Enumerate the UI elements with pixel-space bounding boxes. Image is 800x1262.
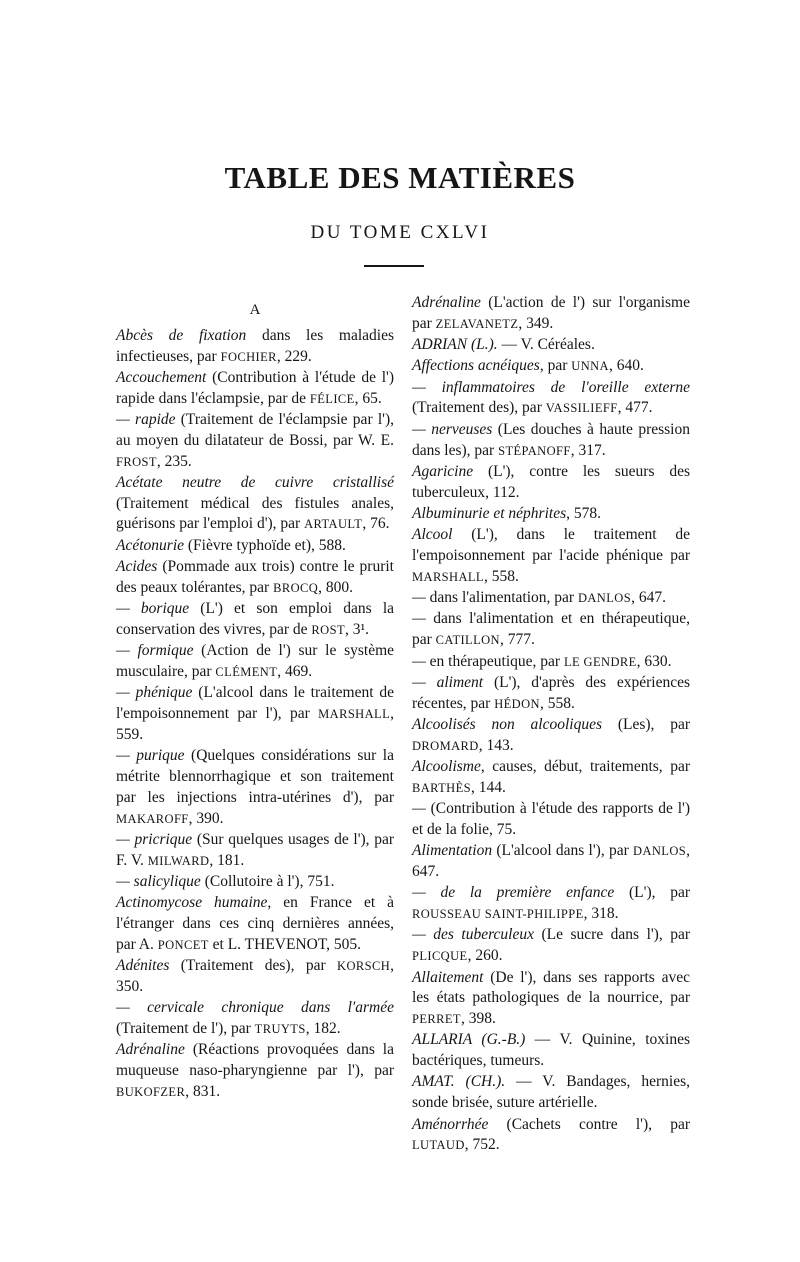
- entry-text: (Traitement des), par: [169, 957, 338, 975]
- entry-page-ref: , 469.: [277, 663, 313, 681]
- entry-term: — salicylique: [116, 873, 201, 891]
- entry-text: dans les maladies infectieuses, par: [116, 326, 394, 365]
- entry-term: Actinomycose humaine: [116, 894, 268, 912]
- entry-page-ref: , 260.: [467, 947, 503, 965]
- entry-text: (L'alcool dans l'), par: [492, 842, 634, 860]
- entry-page-ref: , 317.: [570, 441, 606, 459]
- index-entry: [116, 746, 394, 829]
- entry-author: MAKAROFF: [116, 811, 189, 826]
- entry-term: Alcool: [412, 526, 453, 544]
- entry-text: (L'action de l') sur l'organisme par: [412, 294, 690, 332]
- entry-term: —: [412, 610, 426, 628]
- entry-page-ref: , 235.: [156, 452, 192, 470]
- index-entry: [116, 326, 394, 368]
- entry-term: Adénites: [116, 957, 170, 975]
- entry-author: ARTAULT: [304, 517, 363, 532]
- entry-term: — rapide: [116, 410, 176, 428]
- entry-page-ref: , 182.: [305, 1020, 341, 1038]
- entry-page-ref: et L. THEVENOT, 505.: [208, 935, 362, 953]
- entry-term: — borique: [116, 600, 190, 618]
- index-entry: [412, 1072, 690, 1114]
- index-entry: [116, 683, 394, 745]
- entry-term: — formique: [116, 642, 194, 660]
- entry-term: ALLARIA (G.-B.): [412, 1031, 526, 1049]
- index-entry: [412, 1030, 690, 1072]
- entry-term: —: [412, 652, 426, 670]
- index-entry: [412, 504, 690, 525]
- entry-page-ref: , 181.: [209, 851, 245, 869]
- entry-author: DROMARD: [412, 738, 479, 753]
- entry-author: CATILLON: [435, 633, 500, 648]
- entry-term: Acétonurie: [116, 536, 185, 554]
- entry-text: , par: [539, 357, 572, 375]
- entry-text: dans l'alimentation, par: [425, 589, 578, 607]
- entry-term: — inflammatoires de l'oreille externe: [412, 378, 690, 396]
- index-entry: [116, 830, 394, 872]
- entry-author: PERRET: [412, 1012, 461, 1027]
- entry-author: DANLOS: [633, 844, 687, 859]
- page-title: TABLE DES MATIÈRES: [224, 160, 576, 195]
- entry-term: — pricrique: [116, 830, 193, 848]
- index-entry: [412, 588, 690, 609]
- entry-page-ref: , 3¹.: [344, 620, 370, 638]
- entry-author: FÉLICE: [309, 391, 355, 406]
- index-entry: [116, 557, 394, 599]
- entry-term: —: [412, 800, 426, 818]
- volume-subtitle: DU TOME CXLVI: [310, 222, 490, 243]
- entry-author: ROST: [311, 622, 345, 637]
- index-entry: [412, 968, 690, 1030]
- entry-text: — V. Céréales.: [497, 336, 595, 354]
- entry-page-ref: , 143.: [478, 736, 514, 754]
- entry-text: (L'alcool dans le traitement de l'empoisonnement par l'), par: [116, 684, 394, 723]
- entry-text: (Fièvre typhoïde et), 588.: [184, 536, 346, 554]
- entry-text: (Contribution à l'étude de l') rapide dans l'éclampsie, par de: [116, 368, 394, 407]
- entry-text: (Le sucre dans l'), par: [534, 926, 690, 944]
- index-entry: [116, 956, 394, 998]
- entry-text: (Sur quelques usages de l'), par F. V.: [116, 830, 395, 869]
- entry-page-ref: , 831.: [185, 1082, 221, 1100]
- entry-text: (L'), par: [614, 884, 690, 902]
- entry-author: BARTHÈS: [412, 780, 472, 795]
- entry-author: FOCHIER: [220, 349, 277, 364]
- index-entry: [116, 893, 394, 955]
- index-entry: [116, 599, 394, 641]
- index-entry: [412, 378, 690, 420]
- index-entry: [116, 536, 394, 557]
- index-entry: [412, 525, 690, 587]
- entry-text: (L'), d'après des expériences récentes, par: [412, 673, 691, 712]
- entry-author: LUTAUD: [412, 1138, 465, 1153]
- entry-author: MARSHALL: [318, 707, 391, 722]
- entry-text: (Contribution à l'étude des rapports de l') et de la folie, 75.: [412, 800, 690, 838]
- entry-page-ref: , 640.: [608, 357, 644, 375]
- index-entry: [116, 410, 394, 472]
- entry-author: STÉPANOFF: [498, 443, 571, 458]
- entry-author: BUKOFZER: [116, 1084, 186, 1099]
- entry-text: — V. Quinine, toxines bactériques, tumeurs.: [412, 1031, 690, 1070]
- entry-author: ROUSSEAU SAINT-PHILIPPE: [412, 907, 584, 922]
- entry-text: (Cachets contre l'), par: [488, 1115, 690, 1133]
- entry-page-ref: , 647.: [412, 842, 690, 881]
- entry-text: (Traitement des), par: [412, 399, 546, 417]
- entry-term: AMAT. (CH.).: [412, 1073, 506, 1091]
- index-entry: [116, 1040, 394, 1102]
- index-entry: [116, 998, 394, 1040]
- entry-term: Acétate neutre de cuivre cristallisé: [116, 473, 394, 491]
- entry-term: — aliment: [412, 673, 484, 691]
- entry-page-ref: , 318.: [583, 905, 619, 923]
- entry-term: Aménorrhée: [412, 1115, 489, 1133]
- entry-text: (Traitement de l'éclampsie par l'), au moyen du dilatateur de Bossi, par W. E.: [116, 410, 394, 449]
- entry-page-ref: , 559.: [116, 705, 394, 743]
- entry-text: , en France et à l'étranger dans ces cinq dernières années, par A.: [116, 894, 394, 953]
- index-entry: [412, 335, 690, 356]
- entry-term: — phénique: [116, 684, 193, 702]
- index-entry: [412, 673, 690, 715]
- entry-text: (Pommade aux trois) contre le prurit des peaux tolérantes, par: [116, 558, 394, 596]
- index-entry: [412, 883, 690, 925]
- entry-term: Affections acnéiques: [412, 357, 540, 375]
- entry-text: (Traitement médical des fistules anales, guérisons par l'emploi d'), par: [116, 494, 394, 533]
- entry-author: LE GENDRE: [563, 654, 637, 669]
- entry-author: MARSHALL: [412, 569, 484, 584]
- entry-author: ZELAVANETZ: [435, 316, 519, 331]
- entry-term: —: [412, 589, 426, 607]
- entry-author: VASSILIEFF: [545, 401, 618, 416]
- entry-text: , 578.: [566, 504, 601, 522]
- entry-text: (L'), contre les sueurs des tuberculeux, 112.: [412, 462, 690, 501]
- entry-term: — cervicale chronique dans l'armée: [116, 999, 394, 1017]
- entry-text: (Réactions provoquées dans la muqueuse naso-pharyngienne par l'), par: [116, 1041, 394, 1080]
- entry-page-ref: , 800.: [318, 578, 354, 596]
- entry-page-ref: , 558.: [539, 694, 575, 712]
- entry-text: (Quelques considérations sur la métrite blennorrhagique et son traitement par les injections intra-utérines d'), par: [116, 747, 394, 806]
- entry-term: Agaricine: [412, 462, 474, 480]
- index-entry: [412, 799, 690, 841]
- index-entry: [116, 872, 394, 893]
- entry-author: CLÉMENT: [215, 665, 278, 680]
- entry-page-ref: , 630.: [636, 652, 672, 670]
- entry-author: FROST: [116, 454, 157, 469]
- entry-term: Alcoolisés non alcooliques: [412, 715, 603, 733]
- entry-list: [116, 326, 394, 1103]
- index-column-right: [412, 293, 690, 1157]
- index-entry: [412, 609, 690, 651]
- index-column-left: [116, 300, 394, 1103]
- entry-author: BROCQ: [273, 580, 319, 595]
- entry-page-ref: , 144.: [471, 778, 506, 796]
- entry-text: (De l'), dans ses rapports avec les états pathologiques de la nourrice, par: [412, 968, 690, 1007]
- entry-text: — V. Bandages, hernies, sonde brisée, suture artérielle.: [412, 1073, 690, 1112]
- title-divider: [364, 265, 424, 267]
- entry-page-ref: , 349.: [518, 314, 554, 332]
- index-entry: [412, 420, 690, 462]
- entry-author: PONCET: [157, 937, 209, 952]
- index-entry: [412, 652, 690, 673]
- entry-term: Accouchement: [116, 368, 207, 386]
- entry-term: Abcès de fixation: [116, 326, 247, 344]
- entry-page-ref: , 647.: [631, 589, 666, 607]
- entry-term: — purique: [116, 747, 185, 765]
- entry-page-ref: , 229.: [276, 347, 312, 365]
- entry-term: Adrénaline: [116, 1041, 185, 1059]
- entry-text: (Les douches à haute pression dans les), par: [412, 420, 690, 459]
- entry-text: , causes, début, traitements, par: [480, 758, 690, 776]
- entry-page-ref: , 65.: [354, 389, 382, 407]
- entry-term: Adrénaline: [412, 294, 481, 311]
- index-entry: [412, 293, 690, 335]
- entry-term: ADRIAN (L.).: [412, 336, 498, 354]
- entry-term: Acides: [116, 558, 158, 576]
- index-entry: [412, 841, 690, 883]
- entry-term: Alimentation: [412, 842, 493, 860]
- index-entry: [116, 641, 394, 683]
- index-entry: [412, 757, 690, 799]
- entry-page-ref: , 477.: [617, 399, 653, 417]
- entry-text: (L') et son emploi dans la conservation des vivres, par de: [116, 600, 395, 638]
- entry-text: (Action de l') sur le système musculaire, par: [116, 642, 395, 681]
- entry-text: en thérapeutique, par: [425, 652, 564, 670]
- index-entry: [412, 715, 690, 757]
- entry-text: (Collutoire à l'), 751.: [200, 873, 335, 891]
- entry-term: — des tuberculeux: [412, 926, 535, 944]
- entry-text: (Traitement de l'), par: [116, 1020, 255, 1038]
- entry-author: PLICQUE: [412, 949, 468, 964]
- index-entry: [116, 473, 394, 535]
- entry-page-ref: , 558.: [483, 567, 519, 585]
- entry-page-ref: , 752.: [464, 1136, 500, 1154]
- entry-author: KORSCH: [337, 959, 391, 974]
- entry-page-ref: , 398.: [460, 1010, 496, 1028]
- index-entry: [412, 462, 690, 504]
- section-letter: A: [249, 302, 261, 318]
- index-entry: [412, 356, 690, 377]
- entry-page-ref: , 350.: [116, 957, 394, 995]
- entry-author: TRUYTS: [254, 1022, 306, 1037]
- entry-author: MILWARD: [147, 853, 210, 868]
- index-entry: [412, 1115, 690, 1157]
- entry-list: [412, 293, 690, 1156]
- entry-author: HÉDON: [494, 696, 540, 711]
- entry-term: — nerveuses: [412, 420, 493, 438]
- entry-page-ref: , 76.: [362, 515, 390, 533]
- index-entry: [412, 925, 690, 967]
- entry-text: (L'), dans le traitement de l'empoisonnement par l'acide phénique par: [412, 526, 690, 565]
- index-entry: [116, 368, 394, 410]
- entry-term: Alcoolisme: [412, 758, 481, 776]
- entry-term: Albuminurie et néphrites: [412, 504, 567, 522]
- entry-author: DANLOS: [577, 591, 632, 606]
- entry-text: dans l'alimentation et en thérapeutique, par: [412, 610, 690, 649]
- entry-page-ref: , 390.: [188, 809, 224, 827]
- entry-text: (Les), par: [602, 715, 691, 733]
- entry-term: — de la première enfance: [412, 884, 615, 902]
- entry-author: UNNA: [571, 359, 609, 374]
- entry-term: Allaitement: [412, 968, 484, 986]
- entry-page-ref: , 777.: [499, 631, 535, 649]
